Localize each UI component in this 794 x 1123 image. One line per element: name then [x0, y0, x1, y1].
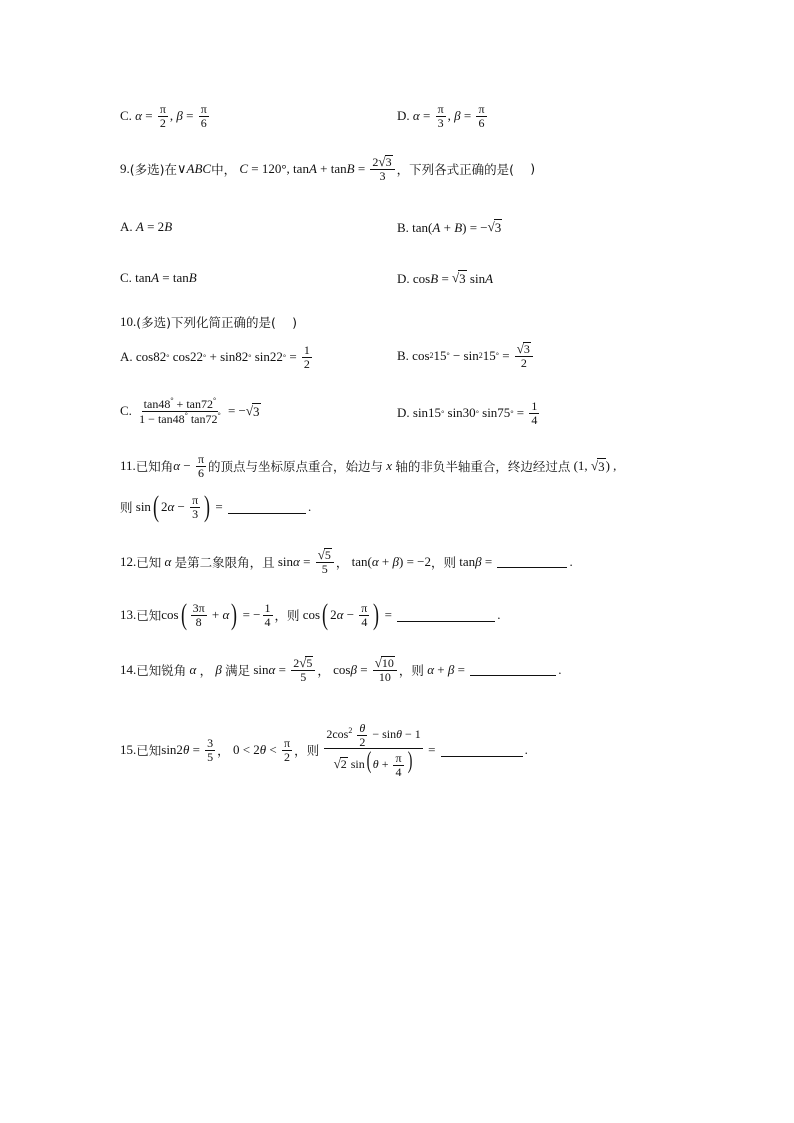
q10-stem: 10. (多选)下列化简正确的是( )	[120, 314, 298, 330]
q10-option-b: B. cos 2 15 ° − sin 2 15 ° = √ 3 2	[397, 342, 535, 369]
q14-answer-blank[interactable]	[470, 663, 556, 676]
q15-answer-blank[interactable]	[441, 744, 523, 757]
q8-option-d: D. α = $\frac{\pi}{3}$ , β = $\frac{\pi}{6}$	[397, 102, 485, 130]
q8-option-c: C. α = $\frac{\pi}{2}$ , β = $\frac{\pi}{6}$	[120, 102, 207, 130]
q14-stem: 14. 已知锐角 α ， β 满足 sin α = 2 √ 5 5 ， cos β = √ 10 10 ，则 α + β = .	[120, 655, 562, 684]
q11-answer-line: 则 sin ( 2 α − $\frac{\pi}{3}$ ) = .	[120, 490, 312, 523]
q12-answer-blank[interactable]	[497, 555, 567, 568]
q11-stem: 11. 已知角 α − $\frac{\pi}{6}$ 的顶点与坐标原点重合，始边与 x 轴的非负半轴重合，终边经过点 (1, √ 3 ) ,	[120, 452, 617, 480]
q9-stem: 9. (多选)在 ∨ ABC 中， C = 120°, tan A + tan B = 2 √ 3 3 ，下列各式正确的是( )	[120, 154, 536, 183]
q10-option-a: A. cos82 ° cos22 ° + sin82 ° sin22 ° = $\frac{1}{2}$	[120, 343, 310, 371]
q10-option-c: C. $\frac{\tan 48^\circ + \tan 72^\circ}{1 - \tan 48^\circ \tan 72^\circ}$ = − √ 3	[120, 396, 260, 426]
q15-stem: 15. 已知 sin2 θ = $\frac{3}{5}$ ， 0 < 2 θ < $\frac{\pi}{2}$ ，则 $2\cos^2$ $\frac{\theta}{2}$ − sinθ − 1 √ 2 sin( θ + $\frac{\pi}{4}$ ) = .	[120, 721, 528, 779]
q9-option-d: D. cos B = √ 3 sin A	[397, 270, 494, 286]
q13-answer-blank[interactable]	[397, 609, 495, 622]
q10-option-d: D. sin15 ° sin30 ° sin75 ° = $\frac{1}{4}$	[397, 399, 538, 427]
q12-stem: 12. 已知 α 是第二象限角，且 sin α = √ 5 5 ， tan( α + β ) = −2 ，则 tan β = .	[120, 547, 573, 576]
q9-option-b: B. tan( A + B ) = − √ 3	[397, 219, 502, 235]
q9-option-c: C. tan A = tan B	[120, 270, 197, 285]
q13-stem: 13. 已知 cos ( $\frac{3\pi}{8}$ + α ) = − $\frac{1}{4}$ ，则 cos ( 2 α − $\frac{\pi}{4}$ ) = .	[120, 598, 501, 631]
q9-option-a: A. A = 2 B	[120, 219, 173, 234]
q11-answer-blank[interactable]	[228, 501, 306, 514]
